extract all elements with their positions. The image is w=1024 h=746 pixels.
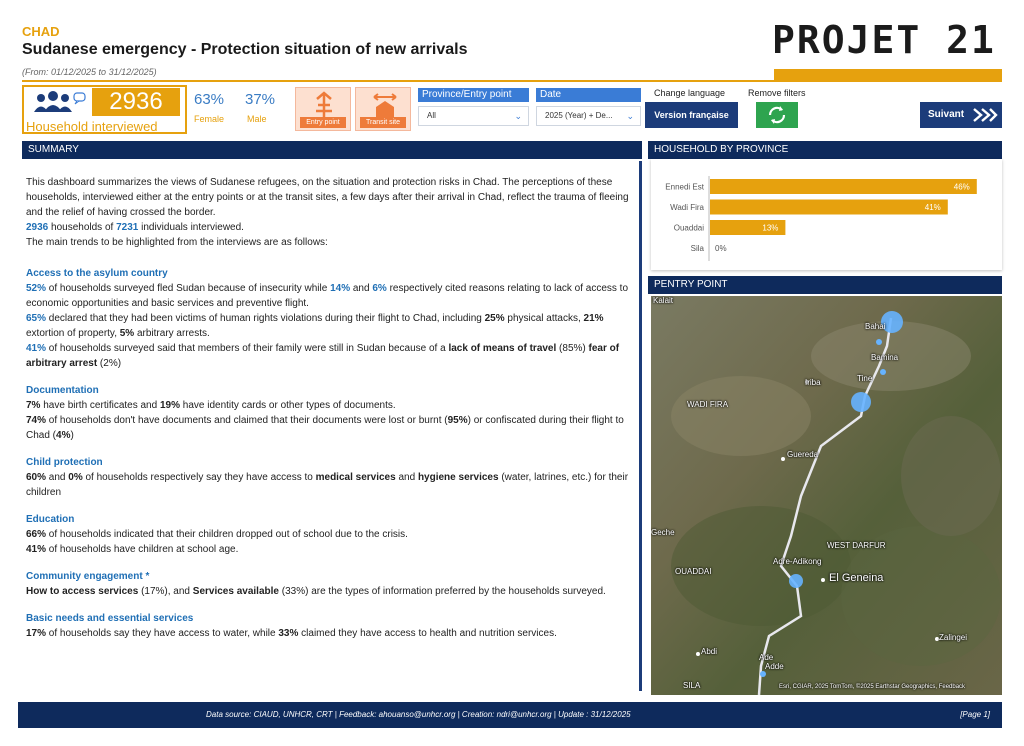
province-chart-card xyxy=(651,159,1002,270)
refresh-icon xyxy=(756,102,798,128)
section-education-title: Education xyxy=(26,514,75,525)
summary-intro: This dashboard summarizes the views of Sudanese refugees, on the situation and protection risks in Chad. The perceptions of these households, interviewed either at the entry points or at the transit sites, a few days after their arrival in Chad, reflect the trauma of fleeing and the relief of having crossed the border. xyxy=(26,177,629,218)
footer-sources: Data source: CIAUD, UNHCR, CRT | Feedback: ahouanso@unhcr.org | Creation: ndri@unhcr.org | Update : 31/12/2025 xyxy=(206,710,631,719)
entry-point-tine[interactable] xyxy=(851,392,871,412)
entry-point-karari[interactable] xyxy=(876,339,882,345)
province-filter-label: Province/Entry point xyxy=(418,88,529,102)
french-version-button[interactable]: Version française xyxy=(645,102,738,128)
map-label-zalingei: Zalingei xyxy=(939,633,968,642)
map-label-bahai: Bahai xyxy=(865,322,886,331)
province-bar xyxy=(710,179,977,194)
province-filter xyxy=(418,88,529,130)
map-label-abdi: Abdi xyxy=(701,647,718,656)
people-icon xyxy=(32,91,88,113)
report-period: (From: 01/12/2025 to 31/12/2025) xyxy=(22,67,157,77)
map-label-ouaddai: OUADDAI xyxy=(675,567,712,576)
date-filter xyxy=(536,88,641,130)
entry-point-map[interactable] xyxy=(651,296,1002,695)
map-panel-header: PENTRY POINT xyxy=(648,276,1002,294)
households-label: Household interviewed xyxy=(26,119,158,134)
section-child-title: Child protection xyxy=(26,457,103,468)
map-label-bamina: Bamina xyxy=(871,353,899,362)
documentation-p2: 74% of households don't have documents and claimed that their documents were lost or burnt (95%) or confiscated during their flight to Chad (4%) xyxy=(26,415,624,441)
section-asylum-title: Access to the asylum country xyxy=(26,268,168,279)
transit-site-label: Transit site xyxy=(360,117,406,128)
date-filter-label: Date xyxy=(536,88,641,102)
chevron-down-icon: ⌄ xyxy=(626,111,634,121)
section-documentation-title: Documentation xyxy=(26,385,99,396)
community-p1: How to access services (17%), and Services available (33%) are the types of information preferred by the households surveyed. xyxy=(26,586,606,597)
map-label-tine: Tine xyxy=(857,374,873,383)
remove-filters-caption: Remove filters xyxy=(748,88,806,98)
section-basic-title: Basic needs and essential services xyxy=(26,613,194,624)
map-label-ade: Ade xyxy=(759,653,774,662)
bar-category-label: Ouaddai xyxy=(673,223,704,233)
chevron-down-icon: ⌄ xyxy=(514,111,522,121)
child-p1: 60% and 0% of households respectively say they have access to medical services and hygiene services (water, latrines, etc.) for their children xyxy=(26,472,629,498)
bar-value-label: 41% xyxy=(924,203,941,212)
next-page-button[interactable] xyxy=(920,102,1002,128)
households-count: 2936 xyxy=(92,88,180,116)
female-percent: 63% xyxy=(194,91,225,108)
bar-value-label: 0% xyxy=(715,244,727,253)
header-divider xyxy=(22,80,1002,82)
summary-header: SUMMARY xyxy=(22,141,642,159)
province-dropdown[interactable] xyxy=(418,106,529,126)
entry-point-label: Entry point xyxy=(300,117,346,128)
bar-category-label: Sila xyxy=(690,244,704,253)
map-label-wadi-fira: WADI FIRA xyxy=(687,400,729,409)
remove-filters-button[interactable] xyxy=(756,102,798,128)
map-label-kalait: Kalait xyxy=(653,296,674,305)
asylum-p2: 65% declared that they had been victims of human rights violations during their flight to Chad, including 25% physical attacks, 21% extortion of property, 5% arbitrary arrests. xyxy=(26,313,604,339)
province-dropdown-value: All xyxy=(427,111,436,120)
section-community-title: Community engagement * xyxy=(26,571,150,582)
entry-point-adde[interactable] xyxy=(760,671,766,677)
transit-site-button[interactable] xyxy=(355,87,411,131)
asylum-p1: 52% of households surveyed fled Sudan because of insecurity while 14% and 6% respectively cited reasons relating to lack of access to economic opportunities and basic services and preventive flight. xyxy=(26,283,629,309)
summary-counts: 2936 households of 7231 individuals interviewed. xyxy=(26,222,244,233)
map-label-el-geneina: El Geneina xyxy=(829,572,884,584)
basic-p1: 17% of households say they have access to water, while 33% claimed they have access to health and nutrition services. xyxy=(26,628,557,639)
province-panel-header: HOUSEHOLD BY PROVINCE xyxy=(648,141,1002,159)
entry-point-tine-north[interactable] xyxy=(880,369,886,375)
projet21-logo: PROJET 21 xyxy=(772,18,996,62)
double-chevron-right-icon xyxy=(972,107,998,123)
entry-point-button[interactable] xyxy=(295,87,351,131)
change-language-caption: Change language xyxy=(654,88,726,98)
households-kpi-card xyxy=(22,85,187,134)
page-title: Sudanese emergency - Protection situation of new arrivals xyxy=(22,41,468,58)
education-p2: 41% of households have children at school age. xyxy=(26,544,239,555)
map-label-geche: Geche xyxy=(651,528,675,537)
bar-value-label: 13% xyxy=(762,223,779,233)
country-label: CHAD xyxy=(22,24,60,39)
page-number: [Page 1] xyxy=(960,710,990,719)
asylum-p3: 41% of households surveyed said that members of their family were still in Sudan because of a lack of means of travel (85%) fear of arbitrary arrest (2%) xyxy=(26,343,620,369)
province-bar xyxy=(710,200,948,215)
summary-trends: The main trends to be highlighted from the interviews are as follows: xyxy=(26,237,328,248)
transit-site-icon xyxy=(372,91,398,119)
bar-value-label: 46% xyxy=(953,182,970,192)
next-page-label: Suivant xyxy=(928,109,965,120)
bar-category-label: Ennedi Est xyxy=(665,182,704,192)
map-attribution: Esri, CGIAR, 2025 TomTom, ©2025 Earthstar Geographics, Feedback xyxy=(779,684,966,690)
map-label-adde: Adde xyxy=(765,662,784,671)
map-label-iriba: Iriba xyxy=(805,378,821,387)
documentation-p1: 7% have birth certificates and 19% have identity cards or other types of documents. xyxy=(26,400,396,411)
education-p1: 66% of households indicated that their children dropped out of school due to the crisis. xyxy=(26,529,408,540)
entry-point-adre[interactable] xyxy=(789,574,803,588)
footer-bar xyxy=(18,702,1002,728)
female-label: Female xyxy=(194,114,225,124)
male-label: Male xyxy=(247,114,267,124)
summary-text xyxy=(22,161,642,691)
date-dropdown[interactable] xyxy=(536,106,641,126)
male-percent: 37% xyxy=(245,91,276,108)
bar-category-label: Wadi Fira xyxy=(670,203,704,212)
map-label-sila: SILA xyxy=(683,681,701,690)
map-label-west-darfur: WEST DARFUR xyxy=(827,541,886,550)
province-bar-chart xyxy=(651,159,1002,270)
map-label-adre-adikong: Adre-Adikong xyxy=(773,557,822,566)
map-label-guereda: Guereda xyxy=(787,450,819,459)
entry-point-icon xyxy=(312,91,336,119)
date-dropdown-value: 2025 (Year) + De... xyxy=(545,111,613,120)
